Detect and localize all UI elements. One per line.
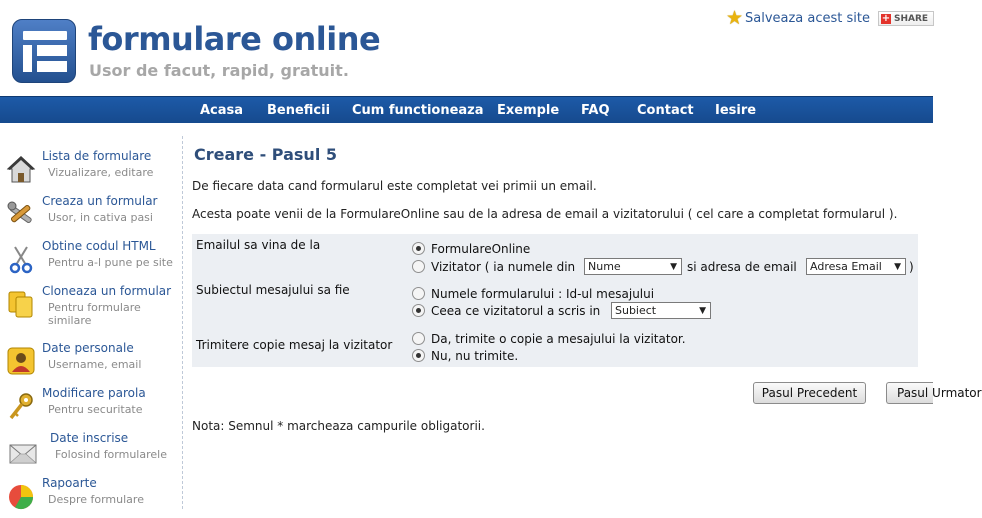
sidebar-item-desc: Username, email <box>48 358 142 371</box>
nav-cum-functioneaza[interactable]: Cum functioneaza <box>352 103 484 118</box>
chevron-down-icon: ▼ <box>699 306 706 316</box>
sidebar-item-creaza-formular[interactable] <box>0 191 182 236</box>
main-nav <box>0 96 933 123</box>
subject-option-visitor-field: Ceea ce vizitatorul a scris in <box>431 304 601 318</box>
sidebar-item-label: Creaza un formular <box>42 194 158 208</box>
site-title[interactable]: formulare online <box>88 20 381 58</box>
subject-radio-form-name[interactable] <box>412 287 425 300</box>
person-icon <box>6 346 36 376</box>
from-option-vizitator: Vizitator ( ia numele din <box>431 260 576 274</box>
subject-option-form-name: Numele formularului : Id-ul mesajului <box>431 287 655 301</box>
sidebar-item-label: Rapoarte <box>42 476 97 490</box>
previous-step-button[interactable]: Pasul Precedent <box>753 382 866 404</box>
intro-text-2: Acesta poate venii de la FormulareOnline sau de la adresa de email a vizitatorului ( cel care a completat formularul ). <box>192 207 898 221</box>
copy-option-yes: Da, trimite o copie a mesajului la vizitator. <box>431 332 686 346</box>
share-button[interactable] <box>878 11 934 26</box>
from-radio-formulareonline[interactable] <box>412 242 425 255</box>
sidebar-item-desc: Usor, in cativa pasi <box>48 211 153 224</box>
save-site-link[interactable] <box>726 9 870 27</box>
sidebar <box>0 124 183 509</box>
tools-icon <box>6 199 36 229</box>
save-site-label: Salveaza acest site <box>745 10 871 26</box>
nav-acasa[interactable]: Acasa <box>200 103 244 118</box>
copy-radio-no[interactable] <box>412 349 425 362</box>
site-subtitle: Usor de facut, rapid, gratuit. <box>89 61 349 80</box>
sidebar-item-label: Modificare parola <box>42 386 146 400</box>
from-option-formulareonline: FormulareOnline <box>431 242 531 256</box>
subject-radio-visitor-field[interactable] <box>412 304 425 317</box>
sidebar-item-label: Obtine codul HTML <box>42 239 156 253</box>
sidebar-item-label: Date inscrise <box>50 431 129 445</box>
copy-label: Trimitere copie mesaj la vizitator <box>196 338 393 352</box>
required-fields-note: Nota: Semnul * marcheaza campurile obligatorii. <box>192 419 485 433</box>
sidebar-item-modificare-parola[interactable] <box>0 383 182 428</box>
next-step-button[interactable]: Pasul Urmator <box>886 382 933 404</box>
site-logo[interactable] <box>12 19 76 83</box>
home-icon <box>6 154 36 184</box>
sidebar-item-date-inscrise[interactable] <box>0 428 182 473</box>
page-title: Creare - Pasul 5 <box>194 145 337 164</box>
name-field-value: Nume <box>588 260 621 273</box>
plus-icon: + <box>881 12 891 24</box>
nav-beneficii[interactable]: Beneficii <box>267 103 331 118</box>
sidebar-item-desc: Despre formulare <box>48 493 144 506</box>
chevron-down-icon: ▼ <box>670 262 677 272</box>
sidebar-item-date-personale[interactable] <box>0 338 182 383</box>
sidebar-item-label: Date personale <box>42 341 134 355</box>
from-radio-vizitator[interactable] <box>412 260 425 273</box>
email-field-value: Adresa Email <box>810 260 882 273</box>
nav-contact[interactable]: Contact <box>637 103 694 118</box>
sidebar-item-cod-html[interactable] <box>0 236 182 281</box>
sidebar-item-lista-formulare[interactable] <box>0 146 182 191</box>
sidebar-item-desc: Pentru formulare similare <box>48 301 141 327</box>
star-icon: ★ <box>726 7 744 29</box>
sidebar-item-desc: Folosind formularele <box>55 448 167 461</box>
envelope-icon <box>8 438 38 468</box>
email-field-select[interactable] <box>806 258 906 275</box>
sidebar-divider <box>182 136 183 509</box>
from-label: Emailul sa vina de la <box>196 238 321 252</box>
from-option-email-text: si adresa de email <box>687 260 797 274</box>
subject-field-select[interactable] <box>611 302 711 319</box>
name-field-select[interactable] <box>584 258 682 275</box>
sidebar-item-cloneaza[interactable] <box>0 281 182 326</box>
subject-label: Subiectul mesajului sa fie <box>196 283 350 297</box>
chevron-down-icon: ▼ <box>894 262 901 272</box>
piechart-icon <box>6 481 36 511</box>
sidebar-item-desc: Pentru a-l pune pe site <box>48 256 173 269</box>
copy-radio-yes[interactable] <box>412 332 425 345</box>
documents-icon <box>6 289 36 319</box>
copy-option-no: Nu, nu trimite. <box>431 349 519 363</box>
intro-text-1: De fiecare data cand formularul este completat vei primii un email. <box>192 179 597 193</box>
sidebar-item-rapoarte[interactable] <box>0 473 182 518</box>
nav-faq[interactable]: FAQ <box>581 103 610 118</box>
scissors-icon <box>6 244 36 274</box>
sidebar-item-label: Cloneaza un formular <box>42 284 172 298</box>
sidebar-item-desc: Pentru securitate <box>48 403 143 416</box>
email-options-panel <box>192 234 918 367</box>
nav-iesire[interactable]: Iesire <box>715 103 757 118</box>
sidebar-item-label: Lista de formulare <box>42 149 152 163</box>
nav-exemple[interactable]: Exemple <box>497 103 560 118</box>
from-option-close-paren: ) <box>909 260 914 274</box>
key-icon <box>6 391 36 421</box>
sidebar-item-desc: Vizualizare, editare <box>48 166 154 179</box>
subject-field-value: Subiect <box>615 304 657 317</box>
share-label: SHARE <box>894 13 929 24</box>
